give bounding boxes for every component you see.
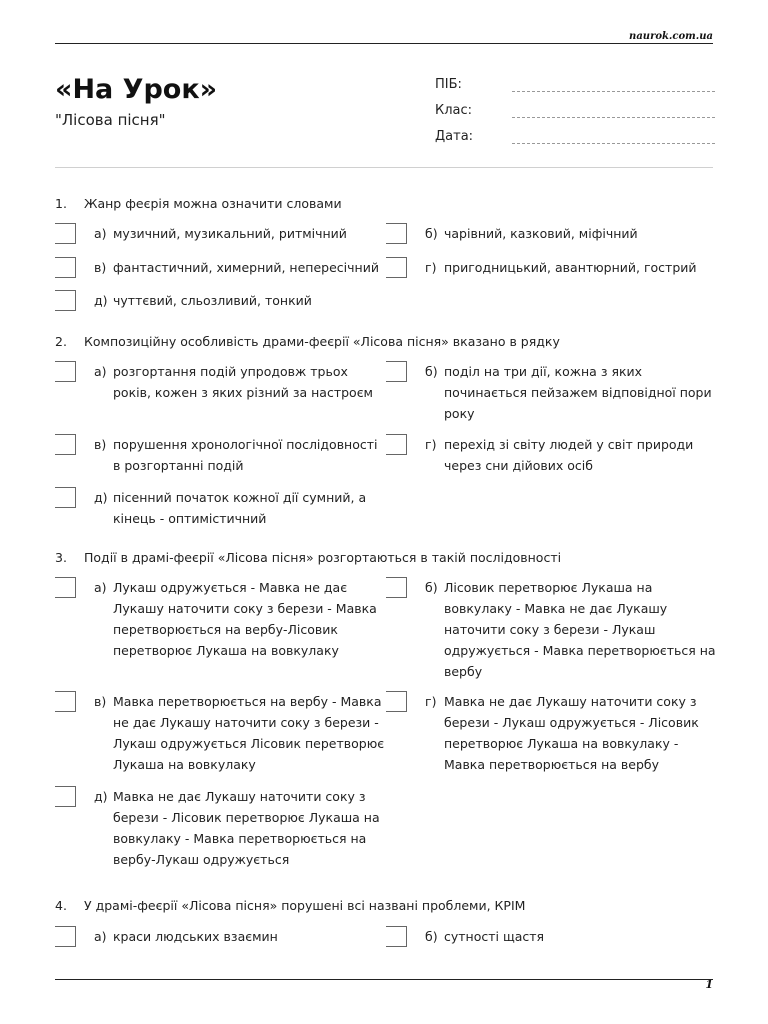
option-letter: г) [425,437,437,452]
brand-title: «На Урок» [55,74,218,105]
option-letter: а) [94,226,107,241]
option-letter: д) [94,293,108,308]
question-number: 4. [55,898,67,913]
question-text: Композиційну особливість драми-феєрії «Лісова пісня» вказано в рядку [84,334,560,349]
top-divider [55,43,713,44]
option-letter: б) [425,580,438,595]
student-fields [435,77,715,155]
option-text: пригодницький, авантюрний, гострий [444,260,697,275]
option-letter: б) [425,929,438,944]
question-number: 3. [55,550,67,565]
name-field-label: ПІБ: [435,77,462,92]
page-number: 1 [705,978,713,991]
option-letter: б) [425,226,438,241]
question-text: Жанр феєрія можна означити словами [84,196,342,211]
class-field[interactable] [435,103,715,129]
answer-checkbox[interactable] [55,691,76,712]
option-letter: а) [94,929,107,944]
option-letter: д) [94,789,108,804]
site-url: naurok.com.ua [629,31,713,42]
option-text: Мавка не дає Лукашу наточити соку з берези - Лісовик перетворює Лукаша на вовкулаку - Мавка перетворюється на вербу-Лукаш одружується [113,789,380,867]
option-letter: в) [94,260,107,275]
test-subtitle: "Лісова пісня" [55,111,166,129]
answer-checkbox[interactable] [55,257,76,278]
option-text: чуттєвий, сльозливий, тонкий [113,293,312,308]
option-text: Мавка перетворюється на вербу - Мавка не дає Лукашу наточити соку з берези - Лукаш одружується Лісовик перетворює Лукаша на вовкулаку [113,694,385,772]
answer-checkbox[interactable] [55,577,76,598]
answer-checkbox[interactable] [386,926,407,947]
option-letter: д) [94,490,108,505]
option-letter: в) [94,437,107,452]
option-text: музичний, музикальний, ритмічний [113,226,347,241]
option-text: Лісовик перетворює Лукаша на вовкулаку - Мавка не дає Лукашу наточити соку з берези - Лукаш одружується - Мавка перетворюється на вербу [444,580,716,679]
option-text: Мавка не дає Лукашу наточити соку з берези - Лукаш одружується - Лісовик перетворює Лукаша на вовкулаку - Мавка перетворюється на вербу [444,694,699,772]
class-field-label: Клас: [435,103,473,118]
option-text: порушення хронологічної послідовності в розгортанні подій [113,437,378,473]
option-text: краси людських взаємин [113,929,278,944]
option-text: пісенний початок кожної дії сумний, а кінець - оптимістичний [113,490,367,526]
class-field-line[interactable] [512,117,715,118]
answer-checkbox[interactable] [55,361,76,382]
question-number: 2. [55,334,67,349]
date-field[interactable] [435,129,715,155]
answer-checkbox[interactable] [386,434,407,455]
name-field-line[interactable] [512,91,715,92]
header-divider [55,167,713,168]
option-text: розгортання подій упродовж трьох років, кожен з яких різний за настроєм [113,364,373,400]
answer-checkbox[interactable] [55,223,76,244]
option-text: перехід зі світу людей у світ природи через сни дійових осіб [444,437,694,473]
answer-checkbox[interactable] [386,691,407,712]
option-letter: г) [425,694,437,709]
question-number: 1. [55,196,67,211]
question-text: Події в драмі-феєрії «Лісова пісня» розгортаються в такій послідовності [84,550,562,565]
answer-checkbox[interactable] [386,361,407,382]
option-text: поділ на три дії, кожна з яких починається пейзажем відповідної пори року [444,364,712,421]
option-letter: б) [425,364,438,379]
date-field-label: Дата: [435,129,474,144]
option-text: фантастичний, химерний, непересічний [113,260,379,275]
option-letter: а) [94,364,107,379]
option-text: чарівний, казковий, міфічний [444,226,638,241]
option-letter: в) [94,694,107,709]
answer-checkbox[interactable] [55,487,76,508]
option-text: сутності щастя [444,929,545,944]
option-letter: г) [425,260,437,275]
option-text: Лукаш одружується - Мавка не дає Лукашу наточити соку з берези - Мавка перетворюється на вербу-Лісовик перетворює Лукаша на вовкулаку [113,580,377,658]
answer-checkbox[interactable] [55,926,76,947]
answer-checkbox[interactable] [55,786,76,807]
date-field-line[interactable] [512,143,715,144]
question-text: У драмі-феєрії «Лісова пісня» порушені всі названі проблеми, КРІМ [84,898,526,913]
answer-checkbox[interactable] [55,290,76,311]
bottom-divider [55,979,713,980]
name-field[interactable] [435,77,715,103]
answer-checkbox[interactable] [386,577,407,598]
answer-checkbox[interactable] [386,223,407,244]
answer-checkbox[interactable] [386,257,407,278]
option-letter: а) [94,580,107,595]
answer-checkbox[interactable] [55,434,76,455]
